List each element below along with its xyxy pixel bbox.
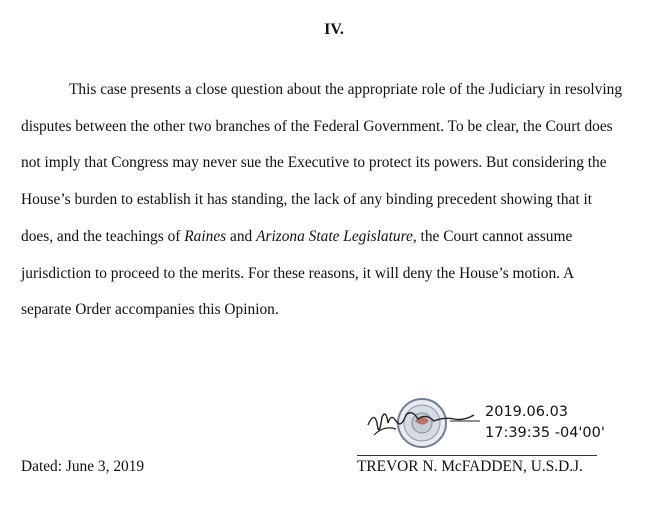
paragraph-line: jurisdiction to proceed to the merits. For these reasons, it will deny the House’s motion. A bbox=[21, 264, 575, 282]
signature-line bbox=[357, 455, 597, 456]
paragraph-line: separate Order accompanies this Opinion. bbox=[21, 301, 279, 319]
paragraph-line: not imply that Congress may never sue the Executive to protect its powers. But considering the bbox=[21, 154, 607, 172]
text-segment: , the Court cannot assume bbox=[412, 227, 573, 245]
judge-name: TREVOR N. McFADDEN, U.S.D.J. bbox=[357, 458, 583, 475]
stamp-date: 2019.06.03 bbox=[485, 404, 569, 420]
paragraph-line: House’s burden to establish it has standing, the lack of any binding precedent showing that it bbox=[21, 191, 593, 209]
dated-line: Dated: June 3, 2019 bbox=[21, 458, 145, 475]
paragraph-line-with-citations bbox=[21, 219, 651, 256]
paragraph-line: This case presents a close question about the appropriate role of the Judiciary in resolving bbox=[69, 81, 623, 98]
section-heading: IV. bbox=[324, 21, 344, 38]
case-citation-arizona: Arizona State Legislature bbox=[256, 227, 413, 245]
case-citation-raines: Raines bbox=[184, 227, 227, 245]
text-segment: does, and the teachings of bbox=[21, 227, 185, 245]
stamp-time: 17:39:35 -04'00' bbox=[485, 425, 605, 441]
paragraph-line: disputes between the other two branches of the Federal Government. To be clear, the Court does bbox=[21, 117, 613, 135]
opinion-paragraph bbox=[21, 72, 651, 329]
court-seal-icon bbox=[398, 399, 446, 447]
digital-signature-stamp bbox=[485, 402, 605, 444]
text-segment: and bbox=[226, 227, 257, 245]
